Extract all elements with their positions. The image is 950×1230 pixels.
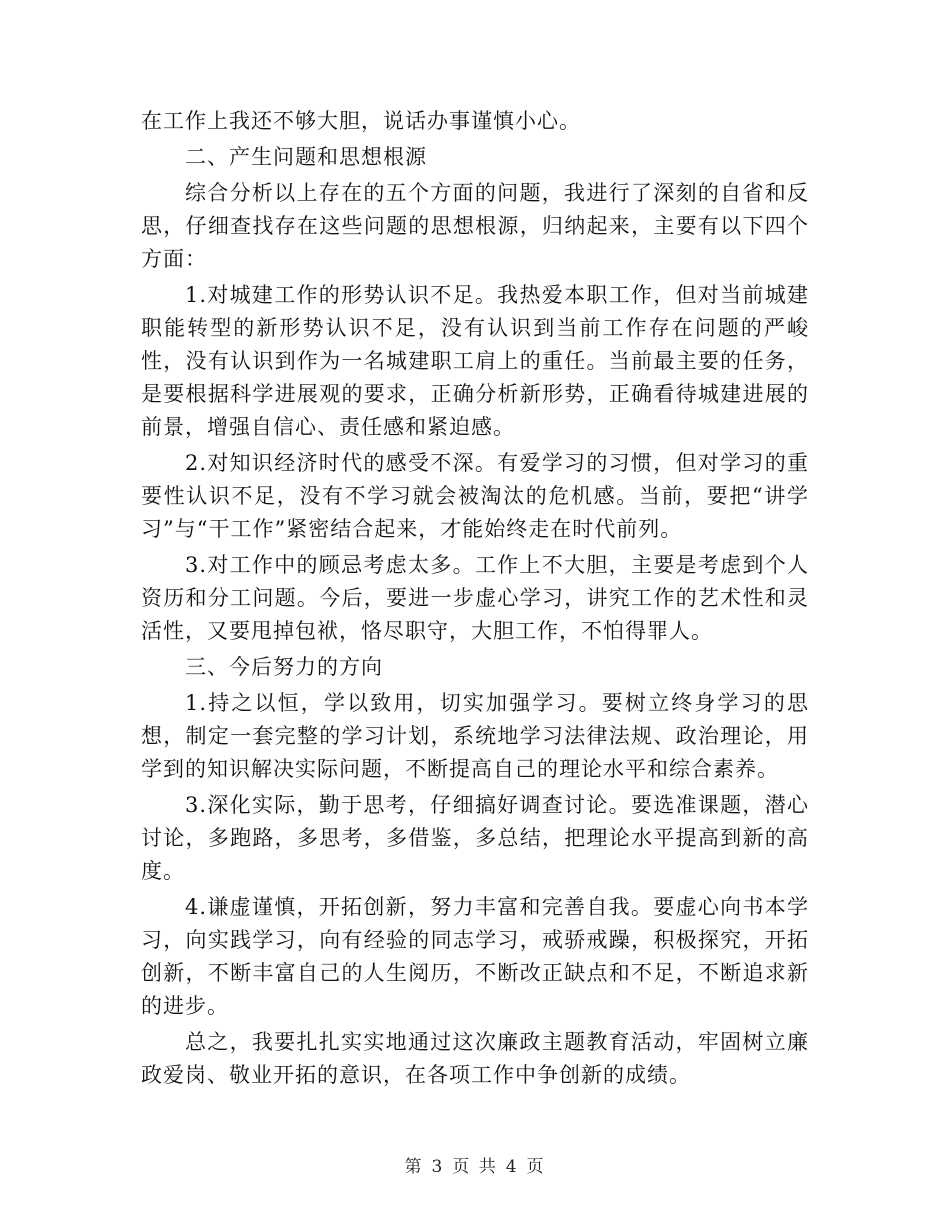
paragraph-6: 3.对工作中的顾忌考虑太多。工作上不大胆，主要是考虑到个人资历和分工问题。今后，要进一步虚心学习，讲究工作的艺术性和灵活性，又要甩掉包袱，恪尽职守，大胆工作，不怕得罪人。 [141, 553, 809, 643]
section-heading-3: 三、今后努力的方向 [185, 655, 383, 679]
page-footer [0, 1152, 950, 1177]
footer-total-pages: 4 [505, 1157, 519, 1177]
footer-prefix: 第 [404, 1157, 424, 1177]
document-body [141, 105, 809, 1092]
section-heading-2: 二、产生问题和思想根源 [185, 145, 427, 169]
footer-middle: 页 共 [452, 1157, 498, 1177]
footer-current-page: 3 [431, 1157, 445, 1177]
paragraph-1: 在工作上我还不够大胆，说话办事谨慎小心。 [141, 109, 581, 133]
paragraph-9: 3.深化实际，勤于思考，仔细搞好调查讨论。要选准课题，潜心讨论，多跑路，多思考，多借鉴，多总结，把理论水平提高到新的高度。 [141, 793, 809, 883]
paragraph-3: 综合分析以上存在的五个方面的问题，我进行了深刻的自省和反思，仔细查找存在这些问题的思想根源，归纳起来，主要有以下四个方面： [141, 181, 809, 271]
footer-suffix: 页 [526, 1157, 546, 1177]
paragraph-8: 1.持之以恒，学以致用，切实加强学习。要树立终身学习的思想，制定一套完整的学习计划，系统地学习法律法规、政治理论，用学到的知识解决实际问题，不断提高自己的理论水平和综合素养。 [141, 691, 809, 781]
paragraph-4: 1.对城建工作的形势认识不足。我热爱本职工作，但对当前城建职能转型的新形势认识不足，没有认识到当前工作存在问题的严峻性，没有认识到作为一名城建职工肩上的重任。当前最主要的任务，是要根据科学进展观的要求，正确分析新形势，正确看待城建进展的前景，增强自信心、责任感和紧迫感。 [141, 283, 809, 439]
paragraph-5: 2.对知识经济时代的感受不深。有爱学习的习惯，但对学习的重要性认识不足，没有不学习就会被淘汰的危机感。当前，要把“讲学习”与“干工作”紧密结合起来，才能始终走在时代前列。 [141, 451, 809, 541]
paragraph-10: 4.谦虚谨慎，开拓创新，努力丰富和完善自我。要虚心向书本学习，向实践学习，向有经验的同志学习，戒骄戒躁，积极探究，开拓创新，不断丰富自己的人生阅历，不断改正缺点和不足，不断追求新的进步。 [141, 895, 809, 1018]
paragraph-11: 总之，我要扎扎实实地通过这次廉政主题教育活动，牢固树立廉政爱岗、敬业开拓的意识，在各项工作中争创新的成绩。 [141, 1030, 809, 1087]
